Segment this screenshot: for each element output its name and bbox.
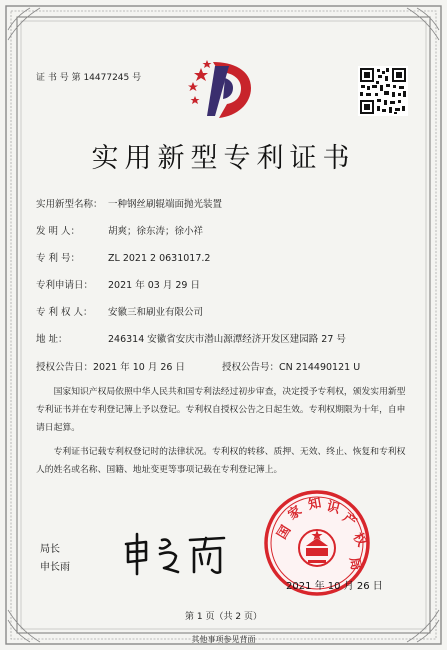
field-label: 实用新型名称： xyxy=(36,199,103,210)
signature-title: 局长 xyxy=(40,544,60,555)
grant-number-label: 授权公告号： xyxy=(222,362,280,373)
field-value: 胡爽；徐东涛；徐小祥 xyxy=(108,226,204,237)
field-label: 发 明 人： xyxy=(36,226,81,237)
field-label: 地 址： xyxy=(36,334,68,345)
seal-date: 2021 年 10 月 26 日 xyxy=(286,581,383,592)
field-value: ZL 2021 2 0631017.2 xyxy=(108,253,211,264)
qr-code-icon xyxy=(358,66,408,116)
grant-number xyxy=(222,359,360,373)
handwritten-signature xyxy=(116,528,236,580)
field-application-date xyxy=(36,277,200,291)
cnipa-logo-icon xyxy=(185,56,265,122)
svg-text:产: 产 xyxy=(339,510,360,531)
grant-date xyxy=(36,359,185,373)
svg-text:国: 国 xyxy=(274,523,295,543)
svg-text:局: 局 xyxy=(346,556,364,572)
legal-status-paragraph: 专利证书记载专利权登记时的法律状况。专利权的转移、质押、无效、终止、恢复和专利权人的姓名或名称、国籍、地址变更等事项记载在专利登记簿上。 xyxy=(36,447,406,475)
field-patentee xyxy=(36,304,203,318)
certificate-number: 证 书 号 第 14477245 号 xyxy=(36,73,142,83)
svg-text:识: 识 xyxy=(325,499,342,518)
svg-text:知: 知 xyxy=(307,495,323,513)
field-utility-model-name xyxy=(36,196,222,210)
page-indicator: 第 1 页（共 2 页） xyxy=(185,612,262,622)
field-value: 一种钢丝刷辊端面抛光装置 xyxy=(108,199,223,210)
svg-text:权: 权 xyxy=(349,530,370,550)
footer-note: 其他事项参见背面 xyxy=(191,635,256,644)
field-label: 专 利 号： xyxy=(36,253,81,264)
grant-statement-paragraph: 国家知识产权局依照中华人民共和国专利法经过初步审查，决定授予专利权，颁发实用新型专利证书并在专利登记簿上予以登记。专利权自授权公告之日起生效。专利权期限为十年，自申请日起算。 xyxy=(36,387,406,433)
field-address xyxy=(36,331,346,345)
field-label: 专 利 权 人： xyxy=(36,307,93,318)
signature-name: 申长雨 xyxy=(40,562,70,573)
field-value: 安徽三和刷业有限公司 xyxy=(108,307,204,318)
grant-date-label: 授权公告日： xyxy=(36,362,94,373)
field-label: 专利申请日： xyxy=(36,280,94,291)
field-patent-number xyxy=(36,250,210,264)
grant-number-value: CN 214490121 U xyxy=(279,362,361,373)
field-inventors xyxy=(36,223,203,237)
certificate-title: 实用新型专利证书 xyxy=(91,143,356,174)
field-value: 2021 年 03 月 29 日 xyxy=(108,280,200,291)
grant-date-value: 2021 年 10 月 26 日 xyxy=(93,362,185,373)
svg-text:家: 家 xyxy=(285,503,305,524)
field-value: 246314 安徽省安庆市潜山源潭经济开发区建园路 27 号 xyxy=(108,334,346,345)
